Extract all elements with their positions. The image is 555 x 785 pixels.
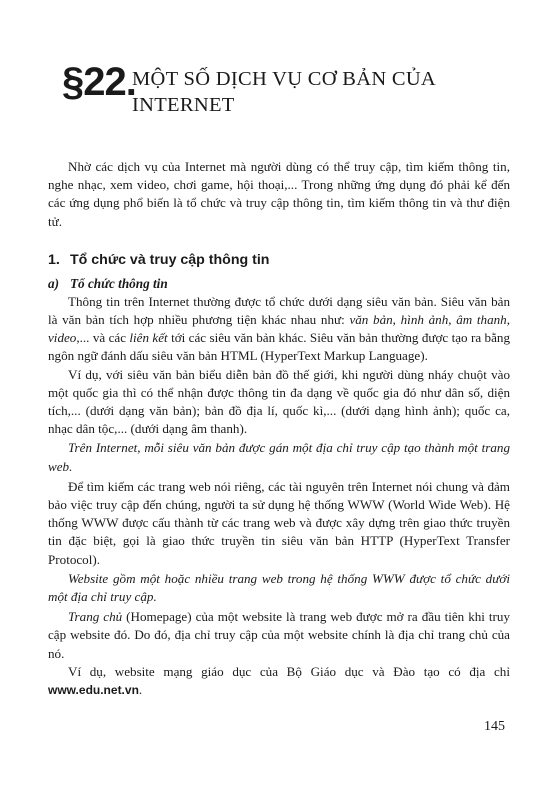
section-title-line-2: INTERNET	[132, 94, 235, 116]
p1-italic-links: liên kết	[129, 330, 168, 346]
section-heading	[62, 58, 502, 128]
p4-italic-homepage: Trang chủ	[68, 609, 123, 625]
p5-text-b: .	[138, 682, 143, 698]
p1-italic-media: văn bản, hình ảnh, âm thanh, video	[48, 312, 510, 346]
paragraph-hypertext	[48, 293, 510, 366]
paragraph-homepage	[48, 608, 510, 663]
subheading-label: a)	[48, 275, 59, 291]
section-title-line-1: MỘT SỐ DỊCH VỤ CƠ BẢN CỦA	[132, 68, 437, 90]
heading-text: Tổ chức và truy cập thông tin	[70, 251, 270, 268]
heading-level-1	[48, 250, 510, 270]
section-number: §22.	[62, 60, 136, 104]
page-number: 145	[484, 719, 505, 734]
paragraph-www: Để tìm kiếm các trang web nói riêng, các tài nguyên trên Internet nói chung và đảm bảo việc truy cập đến chúng, người ta sử dụng hệ thống WWW (World Wide Web). Hệ thống WWW được cấu thành từ các trang web và được xây dựng trên giao thức truyền tin đặc biệt, gọi là giao thức truyền tin siêu văn bản HTTP (HyperText Transfer Protocol).	[48, 478, 510, 567]
p5-text-a: Ví dụ, website mạng giáo dục của Bộ Giáo dục và Đào tạo có địa chỉ	[68, 663, 510, 679]
p1-text-a: Thông tin trên Internet thường được tổ chức dưới dạng siêu văn bản. Siêu văn bản là văn bản tích hợp nhiều phương tiện khác nhau như:	[48, 293, 510, 328]
heading-number: 1.	[48, 251, 60, 268]
paragraph-example-map: Ví dụ, với siêu văn bản biểu diễn bản đồ thế giới, khi người dùng nháy chuột vào một quốc gia thì có thể nhận được thông tin đa dạng về quốc gia đó như dân số, diện tích,... (dưới dạng văn bản); bản đồ địa lí, quốc kì,... (dưới dạng hình ảnh); quốc ca, nhạc dân tộc,... (dưới dạng âm thanh).	[48, 366, 510, 437]
intro-paragraph: Nhờ các dịch vụ của Internet mà người dùng có thể truy cập, tìm kiếm thông tin, nghe nhạc, xem video, chơi game, hội thoại,... Trong những ứng dụng đó phải kể đến các ứng dụng phổ biến là tổ chức và truy cập thông tin, tìm kiếm thông tin và thư điện tử.	[48, 159, 510, 229]
p1-text-c: ,... và các	[76, 330, 130, 346]
website-url: www.edu.net.vn	[48, 683, 139, 698]
paragraph-example-url	[48, 663, 510, 699]
page-content	[48, 158, 510, 699]
subheading-text: Tổ chức thông tin	[70, 275, 168, 291]
note-webpage-definition: Trên Internet, mỗi siêu văn bản được gán một địa chỉ truy cập tạo thành một trang web.	[48, 440, 510, 474]
p1-text-e: tới các siêu văn bản khác. Siêu văn bản thường được tạo ra bằng ngôn ngữ đánh dấu siêu văn bản HTML (HyperText Markup Language).	[48, 330, 510, 364]
section-title	[132, 66, 436, 118]
note-website-definition: Website gồm một hoặc nhiều trang web trong hệ thống WWW được tổ chức dưới một địa chỉ truy cập.	[48, 570, 510, 605]
p4-text-b: (Homepage) của một website là trang web được mở ra đầu tiên khi truy cập website đó. Do đó, địa chỉ truy cập của một website chính là địa chỉ trang chủ của nó.	[48, 609, 510, 661]
heading-level-2	[48, 275, 510, 293]
